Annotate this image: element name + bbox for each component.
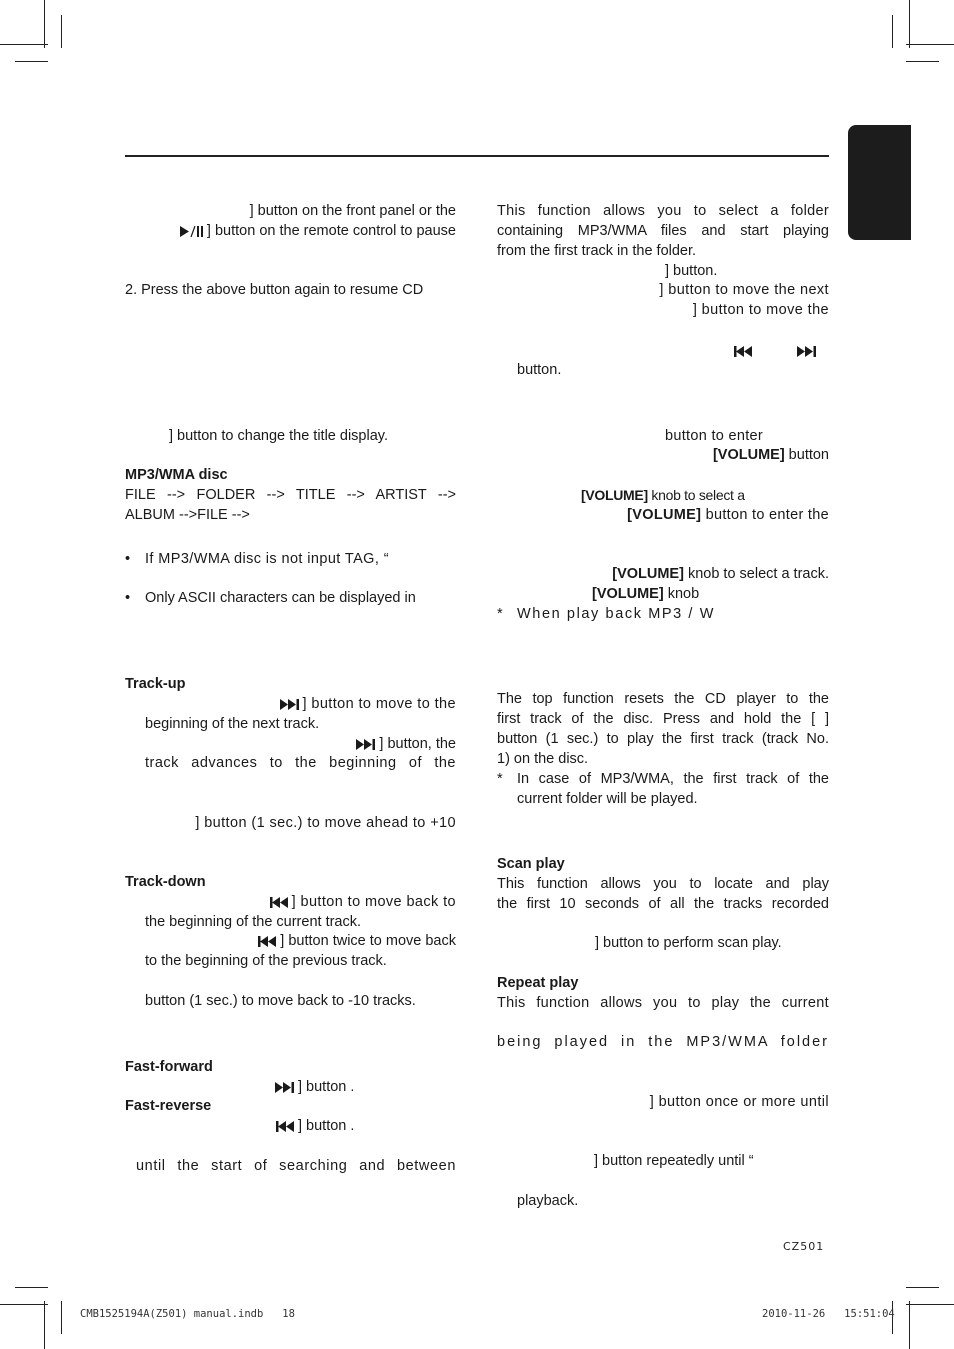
search-line-2: [497, 445, 829, 465]
scan-line-3: ] button to perform scan play.: [595, 935, 782, 951]
search-line: until the start of searching and between: [136, 1158, 456, 1174]
search-line-6: [592, 584, 699, 604]
crop-mark: [906, 44, 954, 45]
note-asterisk: *: [497, 771, 503, 787]
volume-label: [VOLUME]: [592, 586, 664, 602]
prev-track-icon: [733, 344, 753, 362]
scan-line-1: This function allows you to locate and play: [497, 876, 829, 892]
crop-mark: [909, 1301, 910, 1349]
trackup-line-3-text: ] button, the: [379, 736, 456, 752]
trackdown-line-3: [145, 931, 456, 951]
footer-file: CMB1525194A(Z501) manual.indb 18: [80, 1308, 295, 1320]
bullet-1: If MP3/WMA disc is not input TAG, “: [145, 551, 389, 567]
bullet-2: Only ASCII characters can be displayed in: [145, 590, 416, 606]
crop-mark: [15, 1287, 48, 1288]
top-note-2: current folder will be played.: [517, 791, 698, 807]
top-line-2: first track of the disc. Press and hold the [ ]: [497, 711, 829, 727]
footer-date: 2010-11-26 15:51:04: [762, 1308, 895, 1320]
crop-mark: [0, 44, 48, 45]
crop-mark: [909, 0, 910, 48]
prev-track-icon: [257, 936, 277, 947]
crop-mark: [61, 1301, 62, 1334]
next-track-icon: [356, 739, 376, 750]
repeat-line-4: ] button repeatedly until “: [594, 1153, 754, 1169]
pause-line-2: [125, 221, 456, 241]
model-number: CZ501: [783, 1240, 825, 1253]
crop-mark: [906, 1304, 954, 1305]
trackup-line-2: beginning of the next track.: [145, 716, 320, 732]
next-track-icon: [275, 1082, 295, 1093]
crop-mark: [906, 61, 939, 62]
search-line-4-text: button to enter the: [701, 507, 829, 523]
crop-mark: [15, 61, 48, 62]
fast-reverse-line: [275, 1116, 354, 1136]
pause-line-2-text: ] button on the remote control to pause: [206, 223, 456, 239]
search-line-5: [497, 564, 829, 584]
search-line-1: button to enter: [665, 428, 764, 444]
top-note-1: In case of MP3/WMA, the first track of the: [517, 771, 829, 787]
search-line-5-text: knob to select a track.: [683, 566, 829, 582]
mp3-sequence-1: FILE --> FOLDER --> TITLE --> ARTIST -->: [125, 487, 456, 503]
top-line-1: The top function resets the CD player to the: [497, 691, 829, 707]
repeat-line-1: This function allows you to play the current: [497, 995, 829, 1011]
crop-mark: [0, 1304, 48, 1305]
repeat-heading: Repeat play: [497, 975, 579, 991]
search-line-4: [497, 505, 829, 525]
next-track-icon: [280, 699, 300, 710]
trackdown-line-3-text: ] button twice to move back: [280, 933, 456, 949]
mp3-heading: MP3/WMA disc: [125, 467, 228, 483]
folder-line-1: This function allows you to select a folder: [497, 203, 829, 219]
repeat-line-3: ] button once or more until: [649, 1094, 829, 1110]
volume-label: [VOLUME]: [612, 566, 684, 582]
repeat-line-2: being played in the MP3/WMA folder: [497, 1034, 829, 1050]
next-track-icon: [797, 344, 817, 362]
note-asterisk: *: [497, 606, 503, 622]
trackdown-line-1-text: ] button to move back to: [291, 894, 456, 910]
fast-forward-line: [275, 1077, 354, 1097]
title-display-line: ] button to change the title display.: [169, 428, 388, 444]
language-tab: [848, 125, 911, 240]
play-pause-icon: [180, 226, 204, 237]
prev-track-icon: [269, 897, 289, 908]
folder-line-2: containing MP3/WMA files and start playing: [497, 223, 829, 239]
search-line-2-text: button: [784, 447, 829, 463]
top-line-4: 1) on the disc.: [497, 751, 589, 767]
volume-label: [VOLUME]: [627, 507, 702, 523]
trackup-line-1: [145, 694, 456, 714]
trackup-line-1-text: ] button to move to the: [302, 696, 456, 712]
trackup-line-4: track advances to the beginning of the: [145, 755, 456, 771]
crop-mark: [61, 15, 62, 48]
trackdown-line-1: [145, 892, 456, 912]
scan-heading: Scan play: [497, 856, 565, 872]
mp3-sequence-2: ALBUM -->FILE -->: [125, 507, 250, 523]
volume-label: [VOLUME]: [712, 447, 785, 463]
fast-forward-heading: Fast-forward: [125, 1059, 213, 1075]
crop-mark: [44, 1301, 45, 1349]
folder-line-6: ] button to move the: [692, 302, 829, 318]
trackdown-heading: Track-down: [125, 874, 206, 890]
crop-mark: [44, 0, 45, 48]
trackup-line-5: ] button (1 sec.) to move ahead to +10: [195, 815, 456, 831]
pause-step-2: 2. Press the above button again to resume CD: [125, 282, 424, 298]
trackdown-line-4: to the beginning of the previous track.: [145, 953, 387, 969]
header-rule: [125, 155, 829, 157]
folder-line-3: from the first track in the folder.: [497, 243, 697, 259]
folder-line-7: button.: [517, 362, 562, 378]
search-note: When play back MP3 / W: [517, 606, 715, 622]
repeat-line-5: playback.: [517, 1193, 579, 1209]
bullet-dot: •: [125, 551, 131, 567]
folder-line-4: ] button.: [665, 263, 718, 279]
fast-reverse-line-text: ] button .: [298, 1118, 355, 1134]
search-line-3: [581, 485, 745, 505]
scan-line-2: the first 10 seconds of all the tracks recorded: [497, 896, 829, 912]
bullet-dot: •: [125, 590, 131, 606]
crop-mark: [906, 1287, 939, 1288]
fast-forward-line-text: ] button .: [298, 1079, 355, 1095]
fast-reverse-heading: Fast-reverse: [125, 1098, 212, 1114]
crop-mark: [892, 15, 893, 48]
pause-line-1: ] button on the front panel or the: [249, 203, 456, 219]
search-line-6-text: knob: [663, 586, 700, 602]
trackup-heading: Track-up: [125, 676, 186, 692]
trackup-line-3: [145, 734, 456, 754]
top-line-3: button (1 sec.) to play the first track (track No.: [497, 731, 829, 747]
prev-track-icon: [275, 1121, 295, 1132]
search-line-3-text: knob to select a: [647, 487, 745, 503]
trackdown-line-2: the beginning of the current track.: [145, 914, 362, 930]
trackdown-line-5: button (1 sec.) to move back to -10 tracks.: [145, 993, 416, 1009]
volume-label: [VOLUME]: [581, 487, 648, 503]
folder-line-5: ] button to move the next: [659, 282, 829, 298]
